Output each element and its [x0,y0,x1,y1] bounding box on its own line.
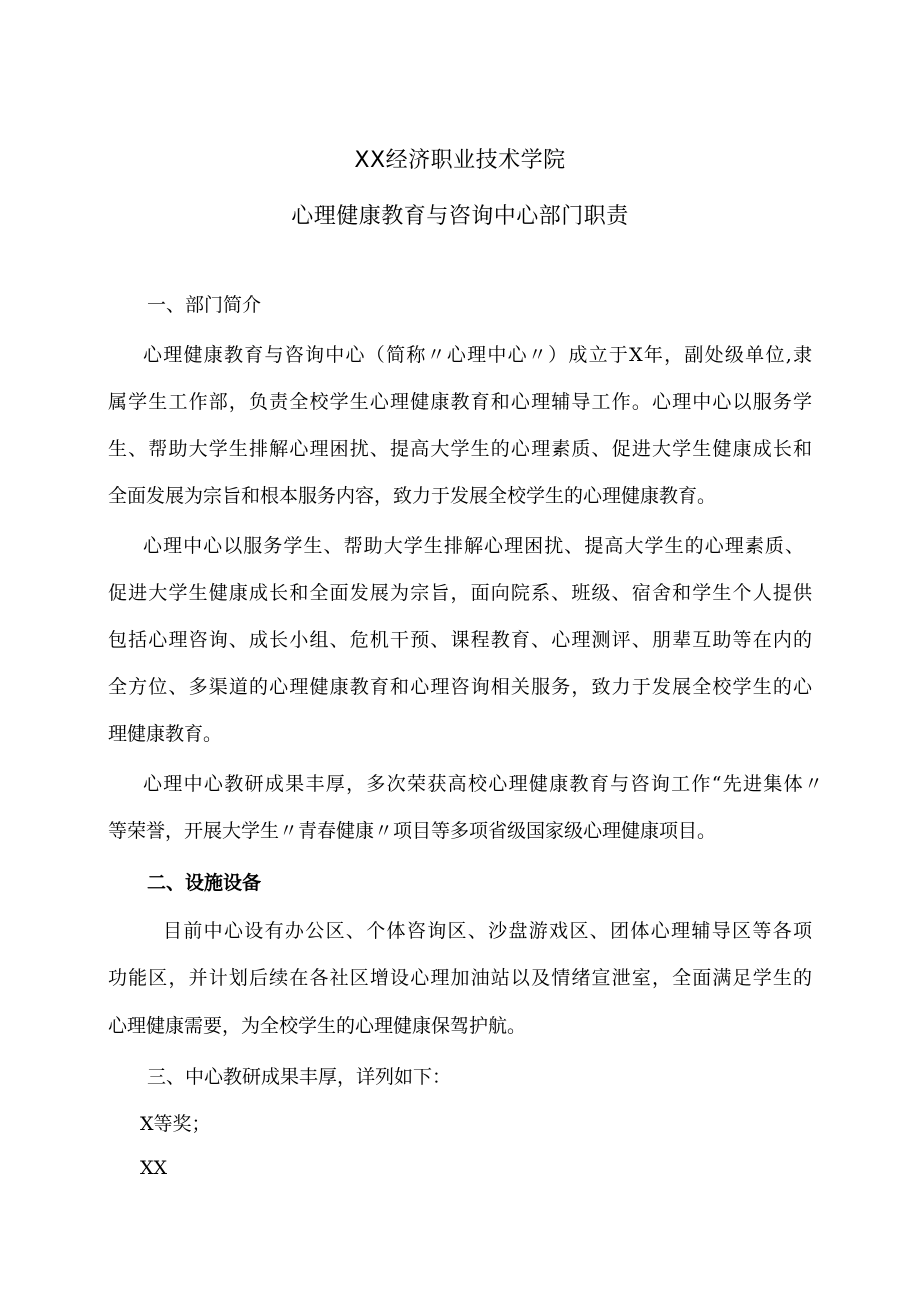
paragraph-line: 心理中心以服务学生、帮助大学生排解心理困扰、提高大学生的心理素质、 [143,535,804,557]
paragraph-line: 心理健康需要，为全校学生的心理健康保驾护航。 [108,1015,527,1037]
section-heading-intro: 一、部门简介 [147,294,262,316]
document-title-department: 心理健康教育与咨询中心部门职责 [291,204,629,229]
document-title-school: XX经济职业技术学院 [354,148,566,173]
paragraph-line: 等荣誉，开展大学生〃青春健康〃项目等多项省级国家级心理健康项目。 [108,820,717,842]
paragraph-line: 全面发展为宗旨和根本服务内容，致力于发展全校学生的心理健康教育。 [108,485,717,507]
paragraph-line: 理健康教育。 [108,723,223,745]
paragraph-line: 促进大学生健康成长和全面发展为宗旨，面向院系、班级、宿舍和学生个人提供 [108,582,812,604]
paragraph-line: 目前中心设有办公区、个体咨询区、沙盘游戏区、团体心理辅导区等各项 [163,920,812,942]
paragraph-line: 功能区，并计划后续在各社区增设心理加油站以及情绪宣泄室，全面满足学生的 [108,967,812,989]
paragraph-line: 心理健康教育与咨询中心（简称〃心理中心〃）成立于X年，副处级单位,隶 [143,344,812,366]
list-item: XX [140,1157,168,1179]
paragraph-line: 生、帮助大学生排解心理困扰、提高大学生的心理素质、促进大学生健康成长和 [108,438,812,460]
paragraph-line: 属学生工作部，负责全校学生心理健康教育和心理辅导工作。心理中心以服务学 [108,391,812,413]
list-item: X等奖； [140,1113,211,1135]
paragraph-line: 心理中心教研成果丰厚，多次荣获高校心理健康教育与咨询工作“先进集体〃 [143,773,823,795]
section-heading-facilities: 二、设施设备 [147,872,262,894]
paragraph-line: 全方位、多渠道的心理健康教育和心理咨询相关服务，致力于发展全校学生的心 [108,676,812,698]
paragraph-line: 包括心理咨询、成长小组、危机干预、课程教育、心理测评、朋辈互助等在内的 [108,629,812,651]
section-heading-achievements: 三、中心教研成果丰厚，详列如下： [147,1066,452,1088]
